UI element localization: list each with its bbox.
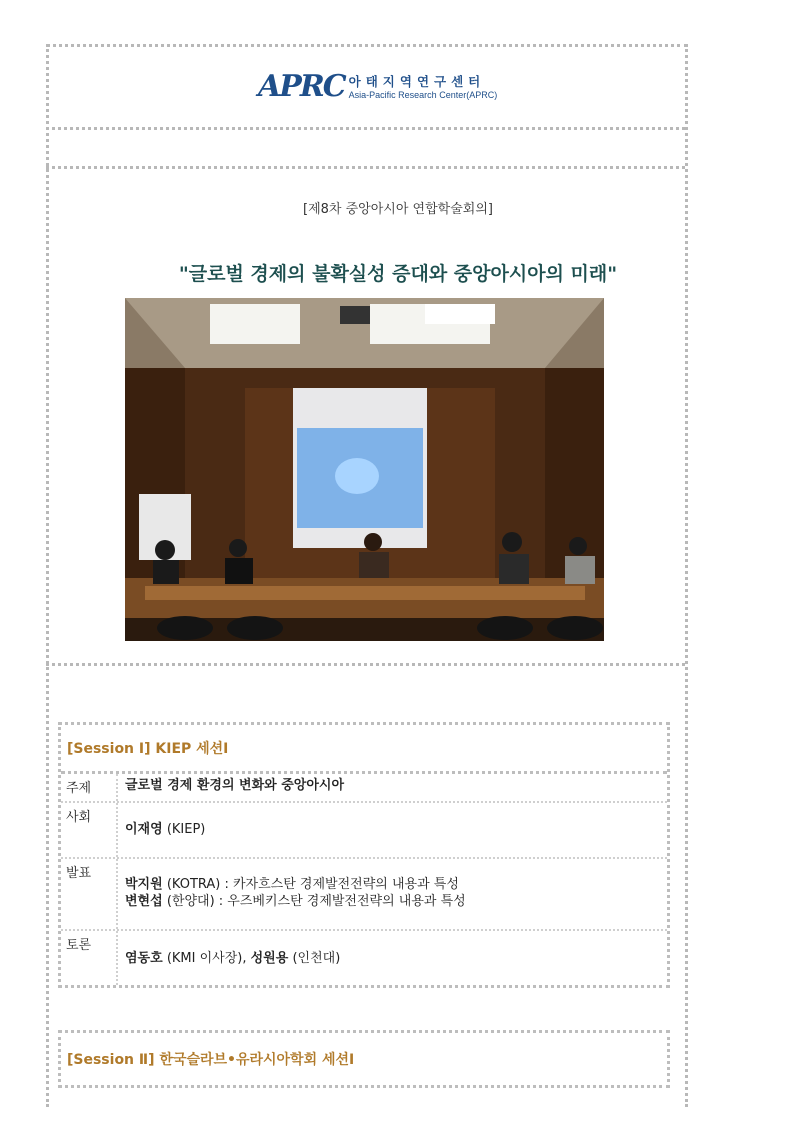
session-2-table bbox=[58, 1030, 670, 1088]
table-row bbox=[61, 859, 667, 931]
moderator-name: 이재영 bbox=[125, 822, 163, 837]
table-row bbox=[61, 803, 667, 859]
presenter-name: 박지원 bbox=[125, 877, 163, 892]
row-value-moderator bbox=[118, 803, 667, 857]
session-2-title: [Session Ⅱ] 한국슬라브•유라시아학회 세션Ⅰ bbox=[67, 1052, 355, 1068]
row-value-discussion bbox=[118, 931, 667, 985]
row-label-topic: 주제 bbox=[61, 774, 118, 801]
topic-text: 글로벌 경제 환경의 변화와 중앙아시아 bbox=[125, 778, 345, 793]
row-value-topic bbox=[118, 774, 667, 801]
logo-name-korean: 아태지역연구센터 bbox=[348, 73, 486, 89]
conference-room-image bbox=[125, 298, 604, 641]
logo-name-english: Asia-Pacific Research Center(APRC) bbox=[348, 89, 498, 100]
presenter-line bbox=[125, 893, 667, 910]
row-label-moderator: 사회 bbox=[61, 803, 118, 857]
session-1-title: [Session Ⅰ] KIEP 세션Ⅰ bbox=[61, 725, 667, 774]
discussant-affiliation: (인천대) bbox=[288, 951, 341, 966]
logo-mark: APRC bbox=[258, 69, 345, 104]
divider bbox=[46, 663, 685, 666]
row-value-presentation bbox=[118, 859, 667, 929]
event-series: [제8차 중앙아시아 연합학술회의] bbox=[303, 202, 493, 217]
divider bbox=[46, 166, 685, 169]
discussant-name: 성원용 bbox=[250, 951, 289, 966]
divider bbox=[46, 127, 685, 130]
presenter-detail: (KOTRA) : 카자흐스탄 경제발전전략의 내용과 특성 bbox=[162, 877, 459, 892]
presenter-line bbox=[125, 876, 667, 893]
discussant-affiliation: (KMI 이사장), bbox=[162, 951, 251, 966]
presenter-detail: (한양대) : 우즈베키스탄 경제발전전략의 내용과 특성 bbox=[162, 894, 466, 909]
moderator-affiliation: (KIEP) bbox=[162, 822, 206, 837]
presenter-name: 변현섭 bbox=[125, 894, 163, 909]
event-title: "글로벌 경제의 불확실성 증대와 중앙아시아의 미래" bbox=[178, 263, 618, 285]
row-label-discussion: 토론 bbox=[61, 931, 118, 985]
discussant-name: 염동호 bbox=[125, 951, 163, 966]
table-row bbox=[61, 774, 667, 803]
conference-photo bbox=[125, 298, 604, 641]
session-1-table bbox=[58, 722, 670, 988]
aprc-logo bbox=[258, 70, 497, 104]
row-label-presentation: 발표 bbox=[61, 859, 118, 929]
table-row bbox=[61, 931, 667, 985]
